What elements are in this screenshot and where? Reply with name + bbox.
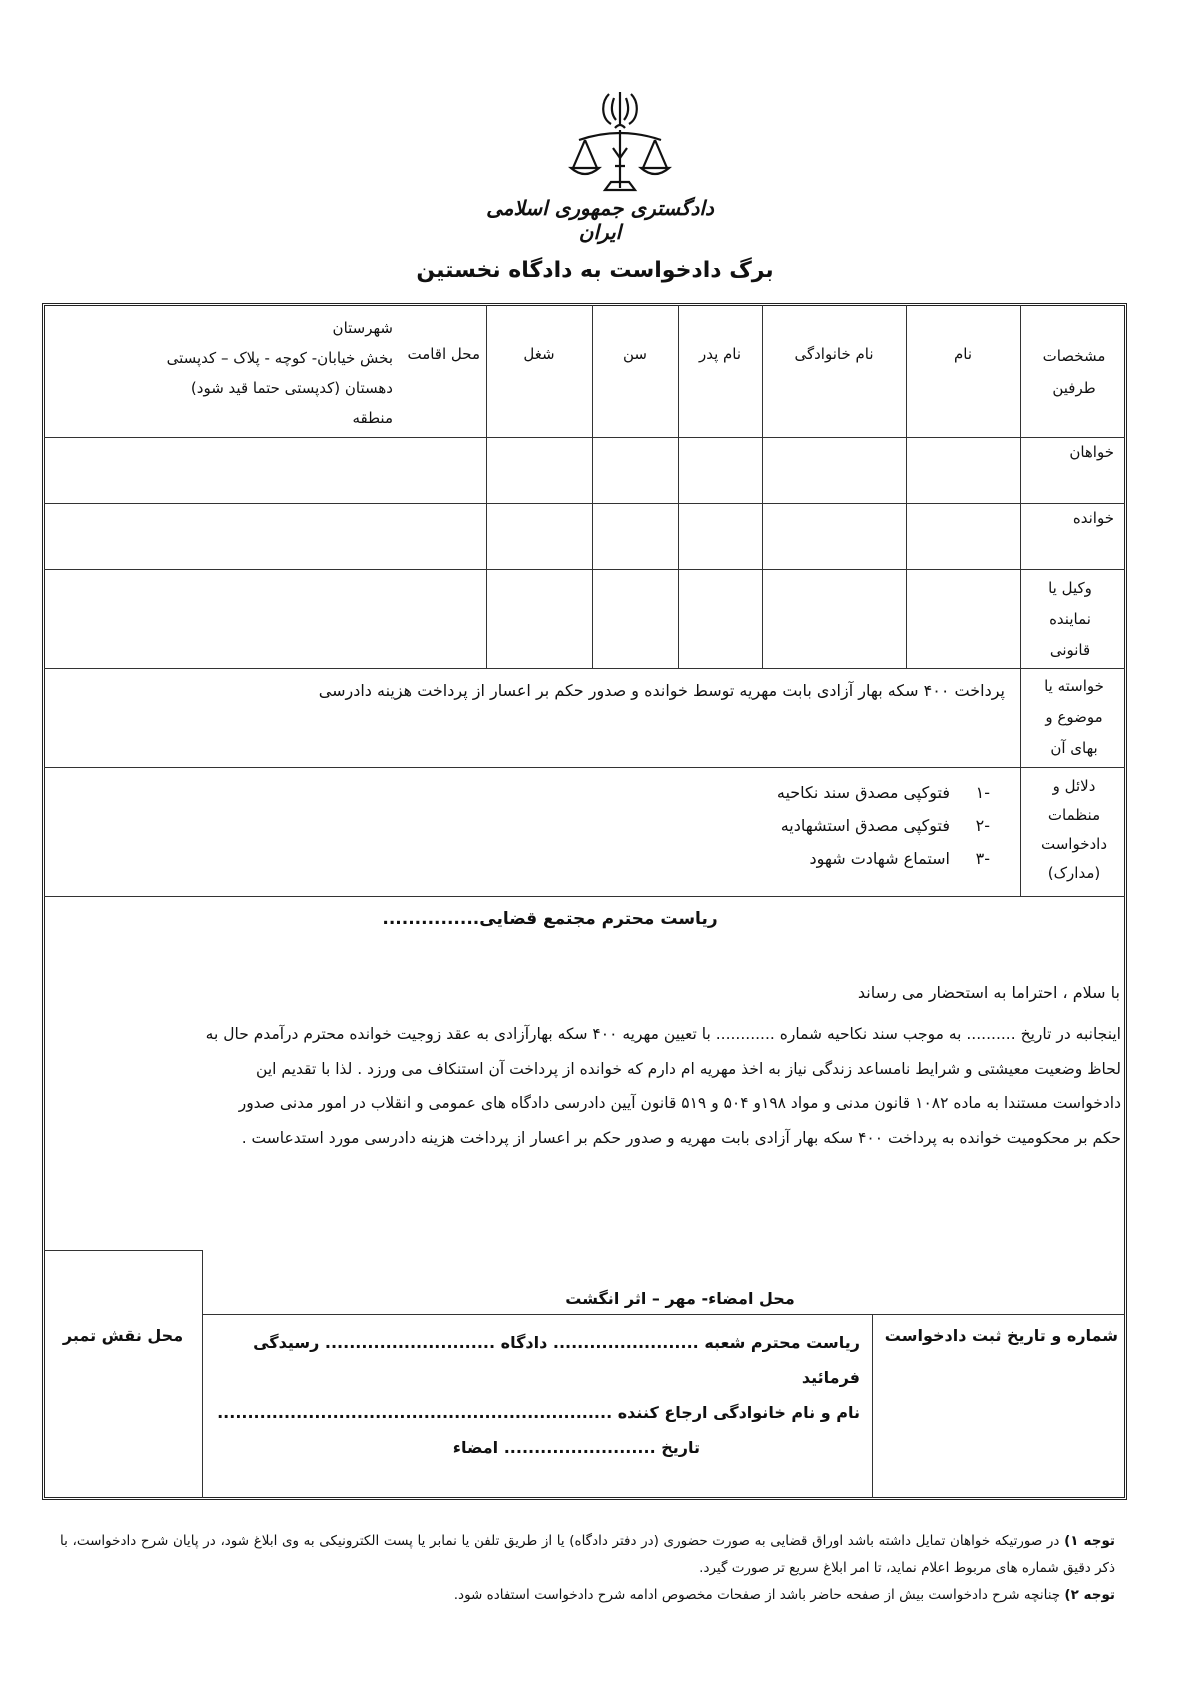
salutation: ریاست محترم مجتمع قضایی............... (382, 909, 718, 929)
evidence-item: -۱فتوکپی مصدق سند نکاحیه (776, 783, 990, 802)
claim-text: پرداخت ۴۰۰ سکه بهار آزادی بابت مهریه توسط خوانده و صدور حکم بر اعسار از پرداخت هزینه دادرسی (318, 681, 1005, 700)
notes (60, 1528, 1115, 1609)
col-age: سن (623, 345, 647, 363)
col-job: شغل (523, 345, 555, 363)
row-lawyer: وکیل یا نماینده قانونی (1048, 579, 1092, 659)
referral-line: ریاست محترم شعبه ........................ دادگاه ............................ رسیدگی فرمائید (253, 1333, 860, 1387)
evidence-item: -۲فتوکپی مصدق استشهادیه (780, 816, 990, 835)
stamp-place: محل نقش تمبر (62, 1326, 184, 1345)
col-father-name: نام پدر (698, 345, 742, 363)
col-family-name: نام خانوادگی (794, 345, 874, 363)
claim-label: خواسته یا موضوع و بهای آن (1044, 677, 1104, 757)
referral-line: تاریخ ......................... امضاء (452, 1438, 700, 1457)
note-2: توجه ۲) چنانچه شرح دادخواست بیش از صفحه حاضر باشد از صفحات مخصوص ادامه شرح دادخواست استفاده شود. (453, 1587, 1115, 1603)
referral-block (210, 1325, 860, 1465)
col-residence: محل اقامت (407, 345, 480, 363)
col-name: نام (953, 345, 973, 363)
evidence-list (600, 776, 990, 875)
note-1: توجه ۱) در صورتیکه خواهان تمایل داشته باشد اوراق قضایی به صورت حضوری (در دفتر دادگاه) یا از طریق تلفن یا نمابر یا پست الکترونیکی به وی ابلاغ شود، در پایان شرح دادخواست، با ذکر دقیق شماره های مربوط اعلام نماید، تا امر ابلاغ سریع تر صورت گیرد. (60, 1533, 1115, 1576)
col-address-hint: شهرستان بخش خیابان- کوچه - پلاک – کدپستی دهستان (کدپستی حتما قید شود) منطقه (166, 319, 393, 427)
form-frame (42, 303, 1127, 1500)
judiciary-emblem-icon (565, 88, 675, 200)
evidence-item: -۳استماع شهادت شهود (809, 849, 990, 868)
greeting: با سلام ، احتراما به استحضار می رساند (857, 983, 1120, 1002)
form-title: برگ دادخواست به دادگاه نخستین (416, 258, 774, 283)
evidence-label: دلائل و منظمات دادخواست (مدارک) (1040, 777, 1107, 882)
parties-header-label: مشخصات طرفین (1042, 347, 1106, 397)
organization-name: دادگستری جمهوری اسلامی ایران (486, 196, 714, 244)
row-defendant: خوانده (1072, 509, 1114, 527)
referral-line: نام و نام خانوادگی ارجاع کننده ................................................................. (217, 1403, 860, 1422)
row-plaintiff: خواهان (1069, 443, 1114, 461)
registration-label: شماره و تاریخ ثبت دادخواست (884, 1326, 1118, 1345)
petition-paragraph: اینجانبه در تاریخ .......... به موجب سند نکاحیه شماره ............ با تعیین مهریه ۴۰۰ سکه بهارآزادی به عقد زوجیت خوانده محترم درآمدم حال به لحاظ وضعیت معیشتی و شرایط نامساعد زندگی نیاز به اخذ مهریه ام دارم که خوانده از پرداخت آن استنکاف می ورزد . لذا با تقدیم این دادخواست مستندا به ماده ۱۰۸۲ قانون مدنی و مواد ۱۹۸و ۵۰۴ و ۵۱۹ قانون آیین دادرسی دادگاه های عمومی و انقلاب در امور مدنی صدور حکم بر محکومیت خوانده به پرداخت ۴۰۰ سکه بهار آزادی بابت مهریه و صدور حکم بر اعسار از پرداخت هزینه دادرسی مورد استدعاست . (205, 1025, 1121, 1147)
signature-place: محل امضاء- مهر – اثر انگشت (565, 1289, 795, 1308)
